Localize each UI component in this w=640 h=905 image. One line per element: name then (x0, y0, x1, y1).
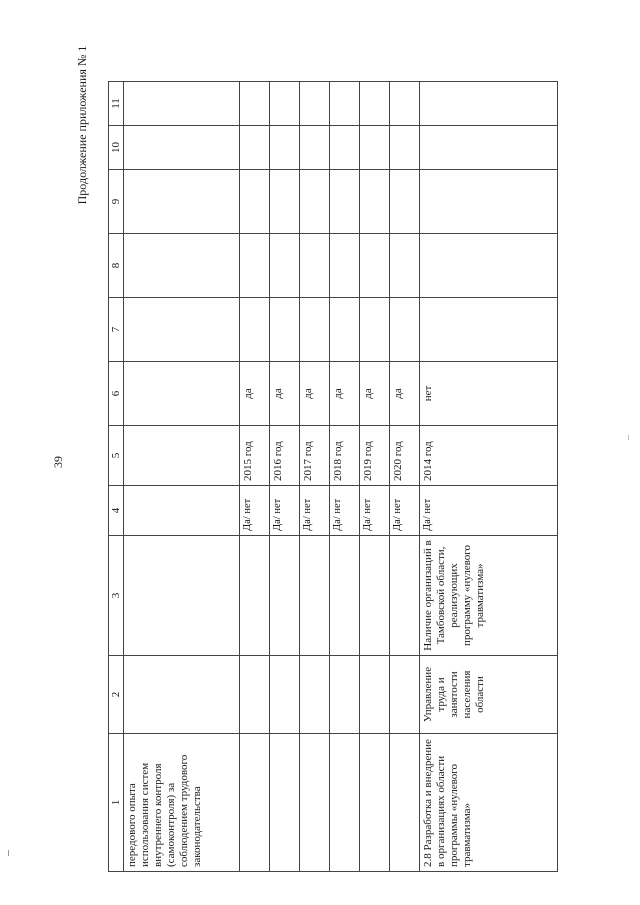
cell-executor (124, 656, 240, 734)
cell-executor (360, 656, 390, 734)
cell-empty (270, 298, 300, 362)
cell-empty (240, 82, 270, 126)
table-row (270, 82, 300, 872)
scan-mark (8, 850, 9, 856)
cell-empty (330, 298, 360, 362)
header-cell: 8 (109, 234, 124, 298)
header-cell: 3 (109, 536, 124, 656)
table-row (300, 82, 330, 872)
cell-empty (420, 126, 558, 170)
cell-empty (390, 298, 420, 362)
cell-empty (240, 234, 270, 298)
table-row (390, 82, 420, 872)
cell-unit (124, 486, 240, 536)
continuation-title: Продолжение приложения № 1 (75, 45, 89, 205)
cell-value: да (300, 362, 330, 426)
cell-executor (390, 656, 420, 734)
cell-empty (390, 126, 420, 170)
cell-indicator (300, 536, 330, 656)
cell-executor (240, 656, 270, 734)
cell-empty (360, 170, 390, 234)
header-cell: 5 (109, 426, 124, 486)
cell-unit: Да/ нет (240, 486, 270, 536)
page-number: 39 (51, 456, 65, 468)
cell-empty (124, 298, 240, 362)
header-row (109, 82, 124, 872)
cell-empty (420, 170, 558, 234)
cell-empty (270, 234, 300, 298)
scan-mark (628, 435, 629, 440)
cell-executor: Управление труда и занятости населения области (420, 656, 558, 734)
table-row (330, 82, 360, 872)
cell-year: 2019 год (360, 426, 390, 486)
cell-empty (240, 298, 270, 362)
cell-unit: Да/ нет (420, 486, 558, 536)
header-cell: 11 (109, 82, 124, 126)
header-cell: 6 (109, 362, 124, 426)
cell-indicator (360, 536, 390, 656)
table-row (124, 82, 240, 872)
cell-empty (390, 234, 420, 298)
cell-empty (390, 82, 420, 126)
header-cell: 9 (109, 170, 124, 234)
cell-value (124, 362, 240, 426)
header-cell: 10 (109, 126, 124, 170)
cell-activity (390, 734, 420, 872)
cell-empty (300, 170, 330, 234)
cell-empty (124, 82, 240, 126)
cell-empty (270, 82, 300, 126)
cell-empty (360, 298, 390, 362)
cell-activity: 2.8 Разработка и внедрение в организациях области программы «нулевого травматизма» (420, 734, 558, 872)
cell-value: нет (420, 362, 558, 426)
header-cell: 7 (109, 298, 124, 362)
cell-indicator (240, 536, 270, 656)
cell-empty (420, 234, 558, 298)
cell-empty (124, 126, 240, 170)
cell-empty (270, 126, 300, 170)
cell-empty (300, 234, 330, 298)
cell-value: да (270, 362, 300, 426)
cell-indicator (330, 536, 360, 656)
data-table (108, 81, 558, 872)
cell-year: 2018 год (330, 426, 360, 486)
cell-year: 2020 год (390, 426, 420, 486)
cell-empty (420, 82, 558, 126)
cell-empty (240, 170, 270, 234)
table-row (420, 82, 558, 872)
cell-activity (240, 734, 270, 872)
cell-empty (330, 234, 360, 298)
cell-activity (360, 734, 390, 872)
cell-indicator (124, 536, 240, 656)
cell-year: 2015 год (240, 426, 270, 486)
cell-indicator: Наличие организаций в Тамбовской области, реализующих программу «нулевого травматизма» (420, 536, 558, 656)
cell-value: да (390, 362, 420, 426)
cell-empty (330, 126, 360, 170)
header-cell: 4 (109, 486, 124, 536)
cell-value: да (360, 362, 390, 426)
cell-empty (270, 170, 300, 234)
cell-empty (300, 82, 330, 126)
cell-executor (270, 656, 300, 734)
table-row (240, 82, 270, 872)
cell-activity (330, 734, 360, 872)
cell-indicator (390, 536, 420, 656)
cell-empty (330, 170, 360, 234)
table-container (108, 82, 558, 872)
table-row (360, 82, 390, 872)
cell-empty (124, 234, 240, 298)
cell-empty (360, 234, 390, 298)
cell-year: 2014 год (420, 426, 558, 486)
cell-empty (330, 82, 360, 126)
cell-executor (330, 656, 360, 734)
cell-year (124, 426, 240, 486)
cell-unit: Да/ нет (330, 486, 360, 536)
cell-activity: передового опыта использования систем внутреннего контроля (самоконтроля) за соблюдением трудового законодательства (124, 734, 240, 872)
cell-empty (240, 126, 270, 170)
cell-empty (420, 298, 558, 362)
cell-unit: Да/ нет (390, 486, 420, 536)
cell-executor (300, 656, 330, 734)
cell-empty (390, 170, 420, 234)
cell-empty (124, 170, 240, 234)
cell-unit: Да/ нет (300, 486, 330, 536)
header-cell: 1 (109, 734, 124, 872)
cell-activity (270, 734, 300, 872)
header-cell: 2 (109, 656, 124, 734)
cell-empty (300, 298, 330, 362)
cell-activity (300, 734, 330, 872)
cell-value: да (240, 362, 270, 426)
cell-year: 2017 год (300, 426, 330, 486)
cell-year: 2016 год (270, 426, 300, 486)
cell-empty (360, 82, 390, 126)
cell-indicator (270, 536, 300, 656)
cell-empty (300, 126, 330, 170)
cell-value: да (330, 362, 360, 426)
cell-unit: Да/ нет (270, 486, 300, 536)
cell-unit: Да/ нет (360, 486, 390, 536)
cell-empty (360, 126, 390, 170)
